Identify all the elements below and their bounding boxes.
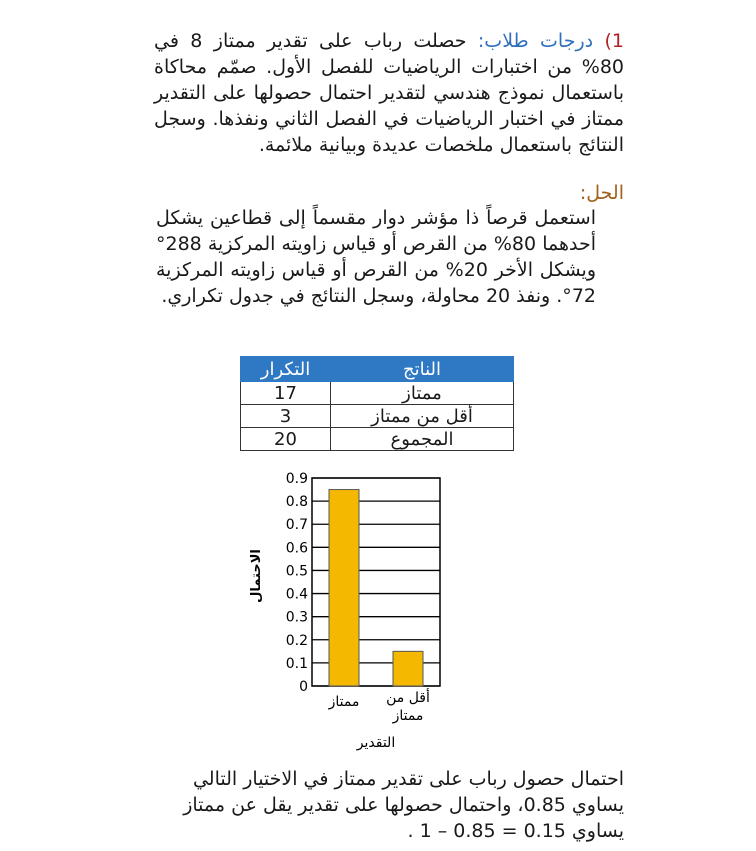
frequency-cell: 17: [241, 382, 331, 405]
chart-x-axis-label: التقدير: [356, 735, 396, 751]
chart-y-tick-labels: [286, 471, 308, 695]
table-row: [241, 382, 514, 405]
bar: [329, 490, 359, 686]
conclusion-text: [124, 766, 624, 844]
y-tick-label: 0.3: [285, 609, 308, 626]
conclusion-line-1: احتمال حصول رباب على تقدير ممتاز في الاختيار التالي: [192, 768, 624, 790]
table-header-row: [241, 357, 514, 382]
table-row: [241, 428, 514, 451]
conclusion-line-2: يساوي 0.85، واحتمال حصولها على تقدير يقل عن ممتاز: [183, 794, 624, 816]
chart-x-tick-labels: [328, 688, 430, 724]
problem-number: 1): [604, 30, 624, 52]
solution-label: الحل:: [579, 182, 624, 204]
header-frequency: التكرار: [241, 357, 331, 382]
conclusion-line-3: يساوي 0.15 = 0.85 – 1 .: [407, 820, 624, 842]
y-tick-label: 0.4: [285, 586, 308, 603]
outcome-cell: أقل من ممتاز: [330, 405, 513, 428]
y-tick-label: 0.5: [285, 563, 308, 580]
solution-text: استعمل قرصاً ذا مؤشر دوار مقسماً إلى قطاعين يشكل أحدهما 80% من القرص أو قياس زاويته المركزية 288° ويشكل الأخر 20% من القرص أو قياس زاويته المركزية 72°. ونفذ 20 محاولة، وسجل النتائج في جدول تكراري.: [156, 207, 597, 307]
y-tick-label: 0.2: [285, 632, 308, 649]
chart-bars: [329, 490, 423, 686]
table-row: [241, 405, 514, 428]
y-tick-label: 0.9: [285, 471, 308, 487]
frequency-table: [240, 356, 514, 451]
y-tick-label: 0.6: [285, 540, 308, 557]
x-tick-label: ممتاز: [328, 694, 360, 710]
probability-bar-chart: [240, 470, 460, 760]
frequency-cell: 3: [241, 405, 331, 428]
bar: [393, 651, 423, 686]
y-tick-label: 0: [299, 679, 308, 695]
outcome-cell: ممتاز: [330, 382, 513, 405]
header-outcome: الناتج: [330, 357, 513, 382]
problem-statement: [154, 28, 624, 158]
problem-topic: درجات طلاب:: [477, 30, 594, 52]
frequency-cell: 20: [241, 428, 331, 451]
y-tick-label: 0.8: [285, 494, 308, 511]
x-tick-label: أقل من ممتاز: [386, 690, 430, 724]
y-tick-label: 0.1: [285, 655, 308, 672]
chart-y-axis-label: الاحتمال: [249, 549, 264, 603]
problem-text: حصلت رباب على تقدير ممتاز 8 في 80% من اختبارات الرياضيات للفصل الأول. صمّم محاكاة باستعمال نموذج هندسي لتقدير احتمال حصولها على التقدير ممتاز في اختبار الرياضيات في الفصل الثاني ونفذها. وسجل النتائج باستعمال ملخصات عديدة وبيانية ملائمة.: [154, 30, 624, 156]
y-tick-label: 0.7: [285, 517, 308, 534]
outcome-cell: المجموع: [330, 428, 513, 451]
